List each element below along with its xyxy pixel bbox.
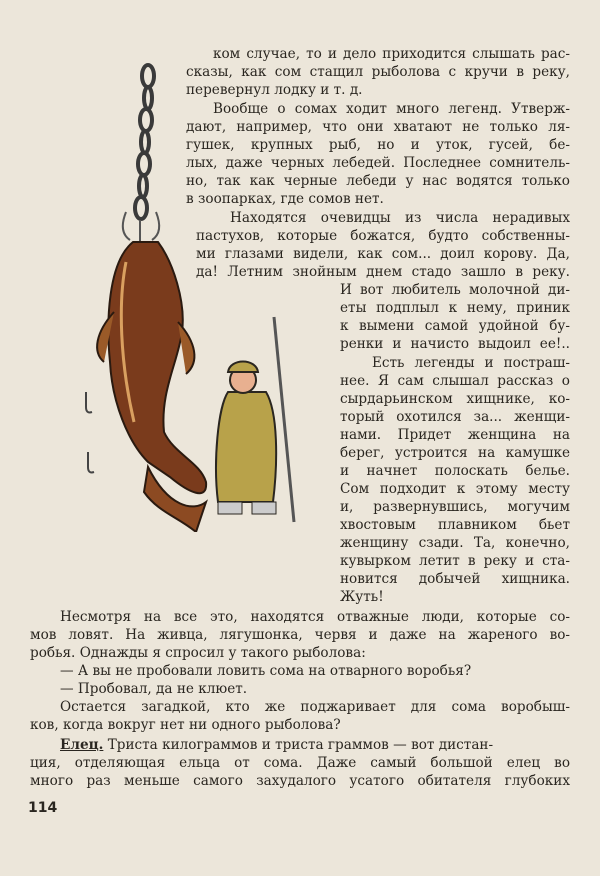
- text-line: нами. Придет женщина на: [340, 427, 570, 443]
- text-line: ция, отделяющая ельца от сома. Даже самый большой елец во: [30, 755, 570, 771]
- text-line: берег, устроится на камушке: [340, 445, 570, 461]
- hook-icon: [123, 212, 159, 244]
- text-line: робья. Однажды я спросил у такого рыболова:: [30, 645, 366, 661]
- text-line: сказы, как сом стащил рыболова с кручи в реку,: [186, 64, 570, 80]
- section-text: Триста килограммов и триста граммов — вот дистан-: [107, 737, 494, 753]
- section-term: Елец.: [60, 737, 104, 753]
- chain-icon: [135, 65, 154, 219]
- text-line: к вымени самой удойной бу-: [340, 318, 570, 334]
- text-line: Остается загадкой, кто же поджаривает для сома воробыш-: [60, 699, 570, 715]
- text-line: кувырком летит в реку и ста-: [340, 553, 570, 569]
- text-line: Находятся очевидцы из числа нерадивых: [230, 210, 570, 226]
- text-line: И вот любитель молочной ди-: [340, 282, 570, 298]
- catfish-icon: [97, 242, 206, 532]
- fisherman-icon: [216, 362, 276, 515]
- text-line: лых, даже черных лебедей. Последнее сомнитель-: [186, 155, 570, 171]
- text-line: Несмотря на все это, находятся отважные люди, которые со-: [60, 609, 570, 625]
- text-line: в зоопарках, где сомов нет.: [186, 191, 384, 207]
- text-line: [60, 736, 570, 754]
- text-line: ми глазами видели, как сом... доил корову. Да,: [196, 246, 570, 262]
- text-line: перевернул лодку и т. д.: [186, 82, 363, 98]
- text-line: и, развернувшись, могучим: [340, 499, 570, 515]
- fishing-rod-icon: [274, 317, 294, 522]
- text-line: еты подплыл к нему, приник: [340, 300, 570, 316]
- text-line: но, так как черные лебеди у нас водятся только: [186, 173, 570, 189]
- page-number: 114: [28, 800, 58, 816]
- text-line: женщину сзади. Та, конечно,: [340, 535, 570, 551]
- text-line: Вообще о сомах ходит много легенд. Утверж-: [213, 101, 570, 117]
- text-line: Жуть!: [340, 589, 384, 605]
- text-line: новится добычей хищника.: [340, 571, 570, 587]
- text-line: хвостовым плавником бьет: [340, 517, 570, 533]
- text-line: сырдарьинском хищнике, ко-: [340, 391, 570, 407]
- text-line: много раз меньше самого захудалого усатого обитателя глубоких: [30, 773, 570, 789]
- text-line: ренки и начисто выдоил ее!..: [340, 336, 570, 352]
- text-line: дают, например, что они хватают не только ля-: [186, 119, 570, 135]
- text-line: да! Летним знойным днем стадо зашло в реку.: [196, 264, 570, 280]
- text-line: ков, когда вокруг нет ни одного рыболова?: [30, 717, 341, 733]
- text-line: пастухов, которые божатся, будто собственны-: [196, 228, 570, 244]
- text-line: и начнет полоскать белье.: [340, 463, 570, 479]
- text-line: нее. Я сам слышал рассказ о: [340, 373, 570, 389]
- text-line: гушек, крупных рыб, но и уток, гусей, бе-: [186, 137, 570, 153]
- text-line: Есть легенды и пострaш-: [372, 355, 570, 371]
- text-line: Сом подходит к этому месту: [340, 481, 570, 497]
- text-line: торый охотился за... женщи-: [340, 409, 570, 425]
- text-line: — А вы не пробовали ловить сома на отварного воробья?: [60, 663, 472, 679]
- text-line: мов ловят. На живца, лягушонка, червя и даже на жареного во-: [30, 627, 570, 643]
- text-line: — Пробовал, да не клюет.: [60, 681, 248, 697]
- text-line: ком случае, то и дело приходится слышать рас-: [213, 46, 570, 62]
